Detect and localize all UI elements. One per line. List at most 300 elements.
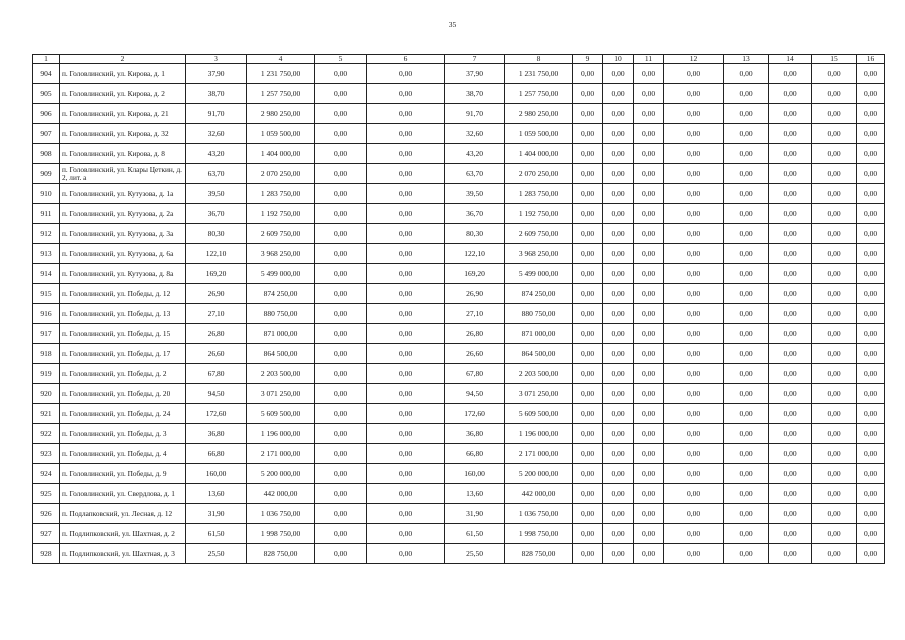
table-row [33,304,885,324]
value-cell: 172,60 [445,404,505,424]
value-cell: 0,00 [769,504,812,524]
value-cell: 0,00 [857,64,885,84]
value-cell: 0,00 [769,204,812,224]
table-row [33,224,885,244]
table-row [33,424,885,444]
value-cell: 0,00 [315,364,367,384]
row-number-cell: 910 [33,184,60,204]
value-cell: 0,00 [367,464,445,484]
value-cell: 0,00 [812,464,857,484]
table-row [33,124,885,144]
value-cell: 0,00 [367,344,445,364]
table-row [33,244,885,264]
value-cell: 0,00 [769,424,812,444]
column-header-4: 4 [247,55,315,64]
value-cell: 0,00 [367,84,445,104]
value-cell: 0,00 [812,424,857,444]
value-cell: 0,00 [724,284,769,304]
table-row [33,164,885,184]
table-row [33,84,885,104]
value-cell: 1 404 000,00 [247,144,315,164]
value-cell: 0,00 [315,424,367,444]
address-cell: п. Головлинский, ул. Победы, д. 2 [60,364,186,384]
value-cell: 0,00 [603,204,634,224]
value-cell: 0,00 [603,104,634,124]
value-cell: 0,00 [664,204,724,224]
value-cell: 880 750,00 [247,304,315,324]
value-cell: 0,00 [573,464,603,484]
address-cell: п. Головлинский, ул. Победы, д. 9 [60,464,186,484]
value-cell: 3 071 250,00 [247,384,315,404]
value-cell: 36,70 [445,204,505,224]
value-cell: 0,00 [664,324,724,344]
value-cell: 0,00 [857,404,885,424]
table-row [33,184,885,204]
value-cell: 0,00 [603,424,634,444]
value-cell: 0,00 [367,304,445,324]
value-cell: 26,90 [186,284,247,304]
value-cell: 0,00 [664,164,724,184]
value-cell: 0,00 [573,224,603,244]
value-cell: 0,00 [769,484,812,504]
value-cell: 0,00 [724,144,769,164]
column-header-15: 15 [812,55,857,64]
value-cell: 0,00 [603,384,634,404]
value-cell: 0,00 [634,484,664,504]
table-row [33,484,885,504]
value-cell: 0,00 [664,544,724,564]
column-header-8: 8 [505,55,573,64]
value-cell: 2 980 250,00 [247,104,315,124]
value-cell: 0,00 [812,504,857,524]
value-cell: 0,00 [603,344,634,364]
value-cell: 0,00 [634,204,664,224]
value-cell: 0,00 [769,384,812,404]
column-header-16: 16 [857,55,885,64]
value-cell: 38,70 [186,84,247,104]
value-cell: 0,00 [664,224,724,244]
address-cell: п. Головлинский, ул. Победы, д. 24 [60,404,186,424]
value-cell: 0,00 [367,104,445,124]
value-cell: 0,00 [634,144,664,164]
value-cell: 0,00 [812,84,857,104]
table-row [33,504,885,524]
value-cell: 1 231 750,00 [247,64,315,84]
value-cell: 0,00 [315,84,367,104]
value-cell: 0,00 [812,124,857,144]
value-cell: 0,00 [603,364,634,384]
value-cell: 0,00 [724,324,769,344]
value-cell: 0,00 [367,384,445,404]
value-cell: 0,00 [769,364,812,384]
value-cell: 0,00 [769,284,812,304]
value-cell: 0,00 [603,404,634,424]
value-cell: 0,00 [634,224,664,244]
table-row [33,264,885,284]
value-cell: 3 968 250,00 [247,244,315,264]
value-cell: 0,00 [664,384,724,404]
column-header-3: 3 [186,55,247,64]
value-cell: 0,00 [812,484,857,504]
value-cell: 0,00 [367,444,445,464]
value-cell: 0,00 [315,224,367,244]
column-header-7: 7 [445,55,505,64]
value-cell: 2 203 500,00 [505,364,573,384]
value-cell: 0,00 [769,244,812,264]
value-cell: 0,00 [315,304,367,324]
value-cell: 0,00 [664,124,724,144]
value-cell: 2 203 500,00 [247,364,315,384]
value-cell: 3 071 250,00 [505,384,573,404]
value-cell: 1 192 750,00 [505,204,573,224]
value-cell: 1 998 750,00 [505,524,573,544]
value-cell: 66,80 [445,444,505,464]
value-cell: 0,00 [603,524,634,544]
value-cell: 63,70 [445,164,505,184]
value-cell: 0,00 [315,204,367,224]
table-row [33,464,885,484]
value-cell: 25,50 [445,544,505,564]
value-cell: 0,00 [812,344,857,364]
value-cell: 0,00 [724,104,769,124]
value-cell: 27,10 [445,304,505,324]
address-cell: п. Головлинский, ул. Кирова, д. 32 [60,124,186,144]
row-number-cell: 905 [33,84,60,104]
value-cell: 0,00 [367,504,445,524]
value-cell: 63,70 [186,164,247,184]
value-cell: 0,00 [603,224,634,244]
value-cell: 91,70 [445,104,505,124]
value-cell: 0,00 [315,244,367,264]
value-cell: 0,00 [603,144,634,164]
value-cell: 0,00 [812,524,857,544]
address-cell: п. Головлинский, ул. Кутузова, д. 6а [60,244,186,264]
table-row [33,204,885,224]
value-cell: 0,00 [769,184,812,204]
column-header-11: 11 [634,55,664,64]
value-cell: 0,00 [857,204,885,224]
value-cell: 0,00 [664,284,724,304]
value-cell: 172,60 [186,404,247,424]
value-cell: 0,00 [769,324,812,344]
value-cell: 0,00 [724,124,769,144]
address-cell: п. Головлинский, ул. Победы, д. 13 [60,304,186,324]
value-cell: 0,00 [724,524,769,544]
value-cell: 1 257 750,00 [505,84,573,104]
value-cell: 0,00 [367,184,445,204]
value-cell: 0,00 [769,144,812,164]
value-cell: 0,00 [634,364,664,384]
value-cell: 0,00 [664,184,724,204]
value-cell: 0,00 [634,444,664,464]
row-number-cell: 928 [33,544,60,564]
value-cell: 871 000,00 [505,324,573,344]
value-cell: 0,00 [634,184,664,204]
value-cell: 1 257 750,00 [247,84,315,104]
value-cell: 0,00 [812,444,857,464]
value-cell: 0,00 [634,384,664,404]
value-cell: 0,00 [367,544,445,564]
value-cell: 0,00 [315,504,367,524]
value-cell: 0,00 [769,404,812,424]
address-cell: п. Головлинский, ул. Кирова, д. 21 [60,104,186,124]
value-cell: 0,00 [603,244,634,264]
table-row [33,104,885,124]
value-cell: 0,00 [367,124,445,144]
address-cell: п. Головлинский, ул. Победы, д. 12 [60,284,186,304]
address-cell: п. Головлинский, ул. Кирова, д. 8 [60,144,186,164]
value-cell: 0,00 [634,504,664,524]
value-cell: 0,00 [573,544,603,564]
column-header-1: 1 [33,55,60,64]
value-cell: 0,00 [367,524,445,544]
value-cell: 0,00 [724,84,769,104]
value-cell: 0,00 [724,424,769,444]
value-cell: 0,00 [315,484,367,504]
value-cell: 0,00 [634,344,664,364]
value-cell: 0,00 [603,484,634,504]
address-cell: п. Головлинский, ул. Кирова, д. 2 [60,84,186,104]
value-cell: 0,00 [769,304,812,324]
table-row [33,364,885,384]
row-number-cell: 924 [33,464,60,484]
value-cell: 31,90 [186,504,247,524]
value-cell: 0,00 [812,404,857,424]
value-cell: 0,00 [367,244,445,264]
value-cell: 1 059 500,00 [247,124,315,144]
row-number-cell: 921 [33,404,60,424]
address-cell: п. Головлинский, ул. Клары Цеткин, д. 2, лит. а [60,164,186,184]
value-cell: 39,50 [186,184,247,204]
value-cell: 0,00 [367,284,445,304]
value-cell: 0,00 [769,264,812,284]
value-cell: 37,90 [186,64,247,84]
value-cell: 0,00 [367,164,445,184]
value-cell: 0,00 [724,344,769,364]
value-cell: 0,00 [857,464,885,484]
value-cell: 0,00 [634,464,664,484]
value-cell: 0,00 [573,264,603,284]
value-cell: 0,00 [367,64,445,84]
value-cell: 1 283 750,00 [505,184,573,204]
value-cell: 0,00 [857,304,885,324]
value-cell: 0,00 [367,264,445,284]
column-header-2: 2 [60,55,186,64]
value-cell: 2 171 000,00 [505,444,573,464]
value-cell: 1 059 500,00 [505,124,573,144]
value-cell: 0,00 [812,64,857,84]
value-cell: 0,00 [812,204,857,224]
value-cell: 5 609 500,00 [247,404,315,424]
value-cell: 2 980 250,00 [505,104,573,124]
table-body [33,64,885,564]
value-cell: 0,00 [573,304,603,324]
value-cell: 0,00 [603,444,634,464]
value-cell: 160,00 [186,464,247,484]
value-cell: 0,00 [603,464,634,484]
value-cell: 0,00 [367,324,445,344]
value-cell: 0,00 [603,504,634,524]
value-cell: 0,00 [724,444,769,464]
value-cell: 0,00 [603,64,634,84]
row-number-cell: 925 [33,484,60,504]
value-cell: 0,00 [573,364,603,384]
value-cell: 0,00 [812,224,857,244]
row-number-cell: 911 [33,204,60,224]
value-cell: 0,00 [769,344,812,364]
value-cell: 0,00 [812,284,857,304]
value-cell: 0,00 [769,164,812,184]
value-cell: 0,00 [724,544,769,564]
value-cell: 0,00 [367,144,445,164]
value-cell: 26,80 [445,324,505,344]
value-cell: 0,00 [603,264,634,284]
page-number: 35 [448,20,457,29]
value-cell: 0,00 [724,304,769,324]
value-cell: 5 499 000,00 [247,264,315,284]
address-cell: п. Головлинский, ул. Кутузова, д. 2а [60,204,186,224]
value-cell: 0,00 [367,424,445,444]
value-cell: 0,00 [664,84,724,104]
row-number-cell: 906 [33,104,60,124]
value-cell: 0,00 [573,64,603,84]
row-number-cell: 923 [33,444,60,464]
value-cell: 0,00 [634,104,664,124]
address-cell: п. Головлинский, ул. Победы, д. 4 [60,444,186,464]
value-cell: 0,00 [812,184,857,204]
value-cell: 0,00 [573,444,603,464]
row-number-cell: 914 [33,264,60,284]
value-cell: 1 196 000,00 [505,424,573,444]
value-cell: 0,00 [315,384,367,404]
value-cell: 0,00 [769,64,812,84]
value-cell: 0,00 [315,184,367,204]
value-cell: 0,00 [724,244,769,264]
column-header-6: 6 [367,55,445,64]
value-cell: 26,80 [186,324,247,344]
value-cell: 0,00 [812,104,857,124]
value-cell: 0,00 [664,64,724,84]
column-header-14: 14 [769,55,812,64]
value-cell: 3 968 250,00 [505,244,573,264]
value-cell: 0,00 [603,284,634,304]
value-cell: 0,00 [724,484,769,504]
value-cell: 0,00 [857,164,885,184]
value-cell: 32,60 [445,124,505,144]
value-cell: 0,00 [315,404,367,424]
value-cell: 874 250,00 [505,284,573,304]
value-cell: 0,00 [573,104,603,124]
value-cell: 0,00 [634,264,664,284]
value-cell: 0,00 [573,164,603,184]
value-cell: 0,00 [857,324,885,344]
value-cell: 0,00 [573,84,603,104]
row-number-cell: 909 [33,164,60,184]
value-cell: 26,60 [186,344,247,364]
value-cell: 0,00 [724,464,769,484]
value-cell: 0,00 [573,524,603,544]
value-cell: 0,00 [857,484,885,504]
value-cell: 39,50 [445,184,505,204]
value-cell: 0,00 [812,324,857,344]
value-cell: 0,00 [573,124,603,144]
table-row [33,404,885,424]
row-number-cell: 918 [33,344,60,364]
row-number-cell: 912 [33,224,60,244]
row-number-cell: 922 [33,424,60,444]
value-cell: 0,00 [769,224,812,244]
value-cell: 26,60 [445,344,505,364]
value-cell: 0,00 [724,184,769,204]
row-number-cell: 904 [33,64,60,84]
row-number-cell: 907 [33,124,60,144]
value-cell: 0,00 [573,204,603,224]
value-cell: 0,00 [724,164,769,184]
value-cell: 0,00 [664,304,724,324]
table-row [33,384,885,404]
data-table [32,54,885,564]
value-cell: 0,00 [315,64,367,84]
value-cell: 0,00 [367,364,445,384]
value-cell: 0,00 [315,444,367,464]
value-cell: 0,00 [367,484,445,504]
value-cell: 871 000,00 [247,324,315,344]
value-cell: 0,00 [724,224,769,244]
value-cell: 0,00 [573,384,603,404]
column-header-10: 10 [603,55,634,64]
row-number-cell: 927 [33,524,60,544]
table-row [33,64,885,84]
value-cell: 0,00 [664,524,724,544]
value-cell: 36,70 [186,204,247,224]
row-number-cell: 919 [33,364,60,384]
value-cell: 0,00 [857,224,885,244]
value-cell: 0,00 [857,124,885,144]
value-cell: 0,00 [857,444,885,464]
row-number-cell: 926 [33,504,60,524]
value-cell: 0,00 [664,344,724,364]
value-cell: 5 200 000,00 [505,464,573,484]
value-cell: 0,00 [857,364,885,384]
value-cell: 864 500,00 [247,344,315,364]
value-cell: 5 499 000,00 [505,264,573,284]
value-cell: 0,00 [812,144,857,164]
value-cell: 0,00 [812,164,857,184]
table-row [33,524,885,544]
value-cell: 0,00 [603,184,634,204]
value-cell: 0,00 [634,404,664,424]
value-cell: 0,00 [634,284,664,304]
value-cell: 0,00 [812,384,857,404]
value-cell: 0,00 [367,224,445,244]
table-row [33,284,885,304]
value-cell: 0,00 [603,544,634,564]
value-cell: 0,00 [603,164,634,184]
value-cell: 0,00 [724,204,769,224]
address-cell: п. Головлинский, ул. Кутузова, д. 1а [60,184,186,204]
address-cell: п. Подлипковский, ул. Шахтная, д. 3 [60,544,186,564]
value-cell: 80,30 [186,224,247,244]
value-cell: 0,00 [315,464,367,484]
value-cell: 0,00 [724,504,769,524]
table-row [33,144,885,164]
row-number-cell: 916 [33,304,60,324]
value-cell: 0,00 [603,124,634,144]
address-cell: п. Головлинский, ул. Победы, д. 3 [60,424,186,444]
row-number-cell: 915 [33,284,60,304]
value-cell: 0,00 [664,264,724,284]
value-cell: 0,00 [664,144,724,164]
